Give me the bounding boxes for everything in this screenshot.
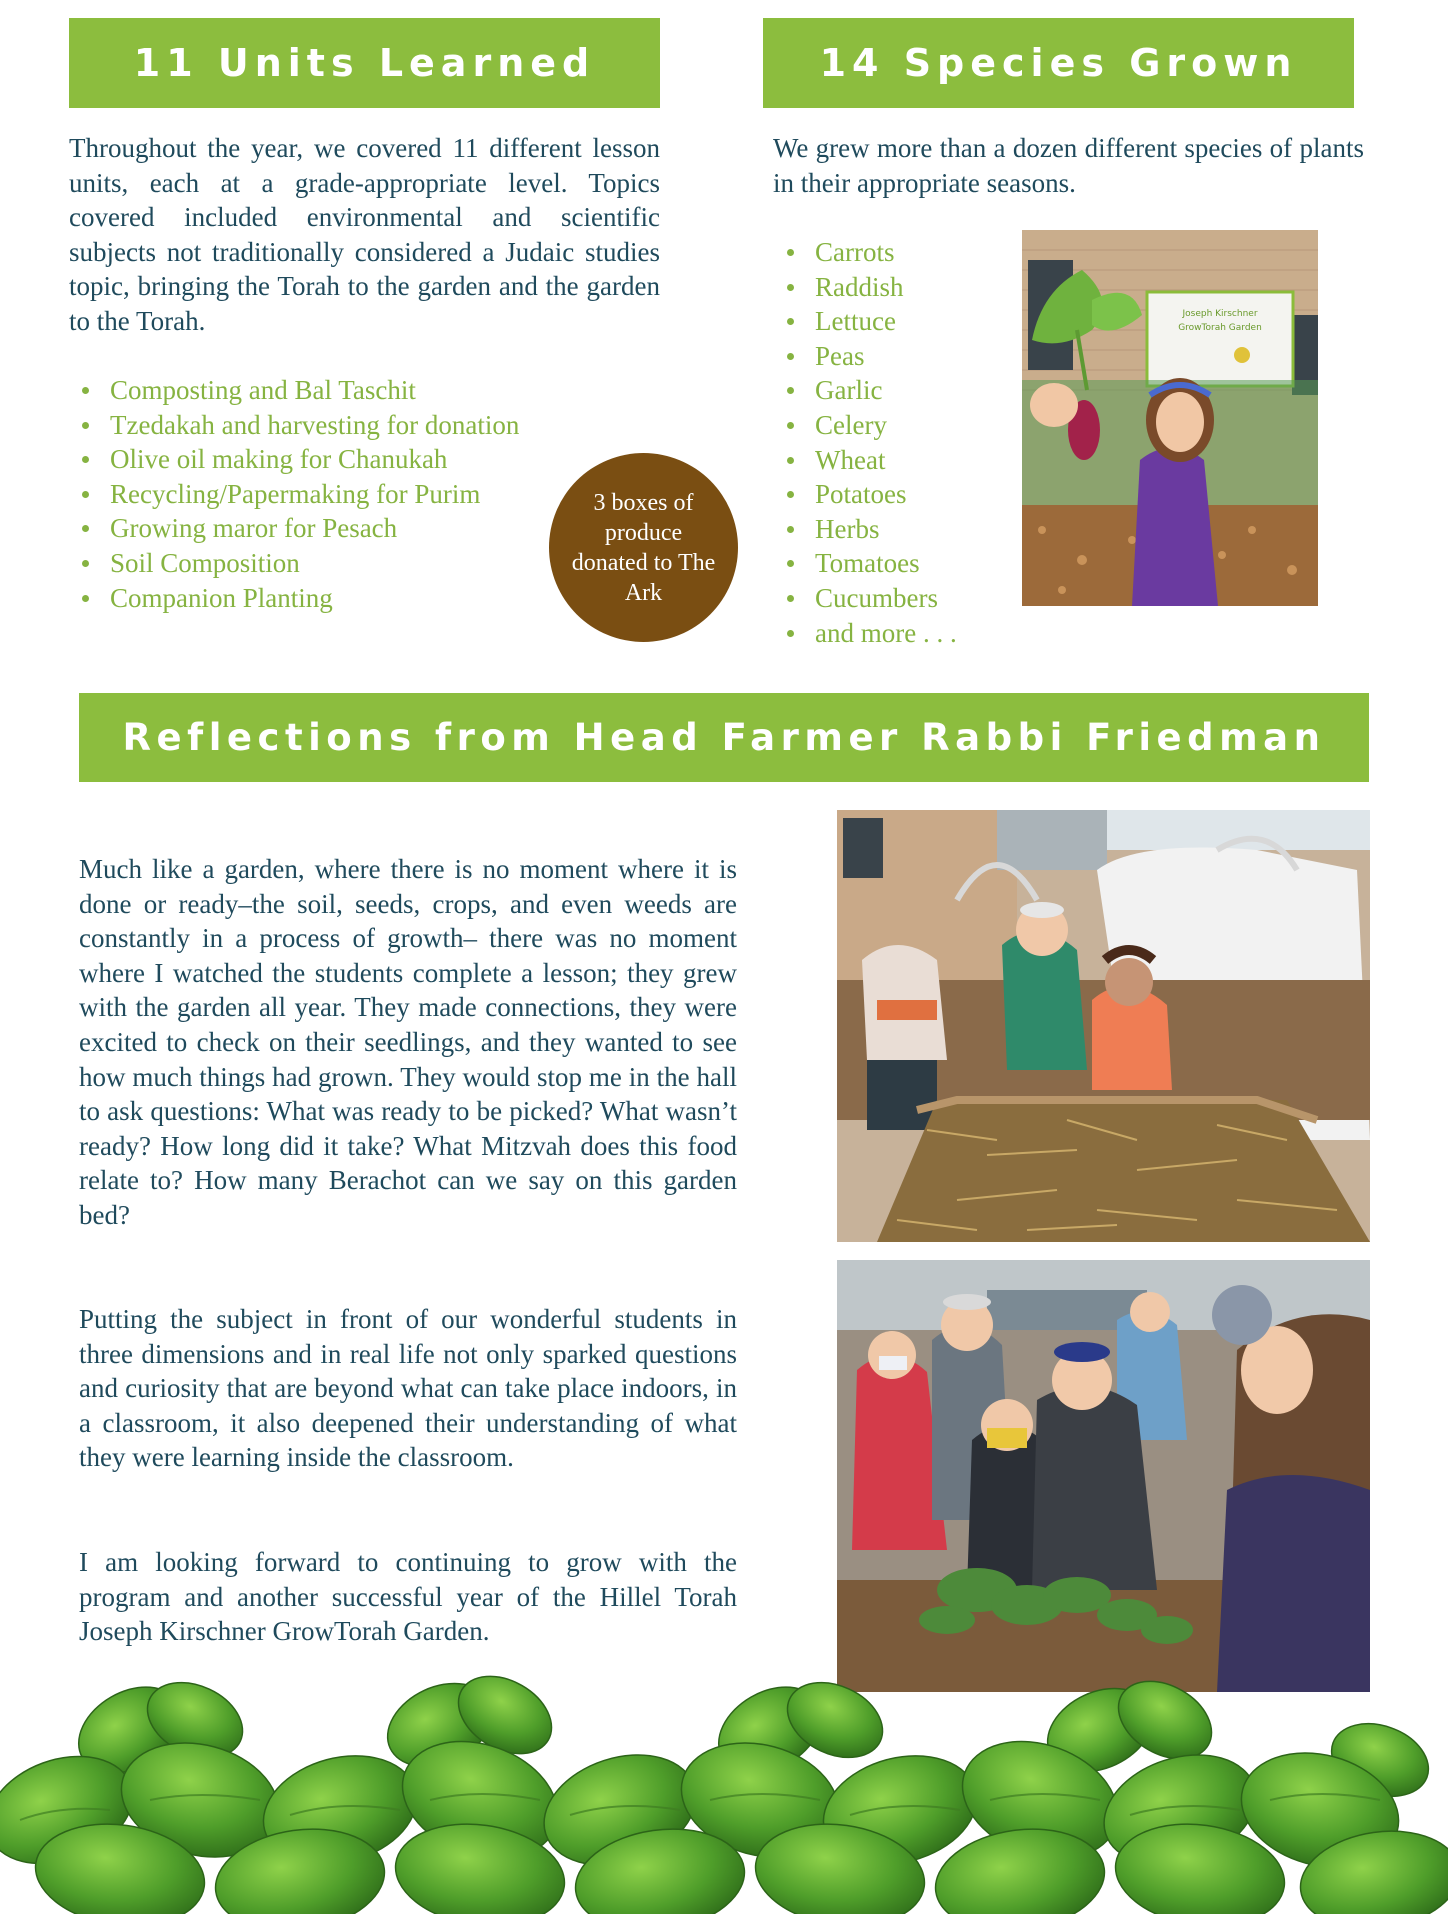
- reflection-paragraph-1: Much like a garden, where there is no moment where it is done or ready–the soil, seeds, crops, and even weeds are constantly in a process of growth– there was no moment where I watched the students complete a lesson; they grew with the garden all year. They made connections, they were excited to check on their seedlings, and they wanted to see how much things had grown. They would stop me in the hall to ask questions: What was ready to be picked? What wasn’t ready? How long did it take? What Mitzvah does this food relate to? How many Berachot can we say on this garden bed?: [79, 854, 737, 1230]
- bullet-icon: [787, 630, 794, 637]
- bullet-icon: [82, 595, 89, 602]
- bullet-icon: [787, 284, 794, 291]
- bullet-icon: [787, 491, 794, 498]
- bullet-icon: [82, 456, 89, 463]
- bullet-icon: [787, 526, 794, 533]
- list-item: Growing maror for Pesach: [69, 511, 519, 546]
- basil-leaf-border: [0, 1660, 1448, 1914]
- list-item: Potatoes: [774, 477, 957, 512]
- list-item: Peas: [774, 339, 957, 374]
- bullet-icon: [787, 353, 794, 360]
- bullet-icon: [787, 249, 794, 256]
- photo-illustration: [837, 1260, 1370, 1692]
- reflection-paragraph-3: I am looking forward to continuing to grow with the program and another successful year of the Hillel Torah Joseph Kirschner GrowTorah Garden.: [79, 1547, 737, 1647]
- bullet-icon: [82, 422, 89, 429]
- bullet-icon: [82, 491, 89, 498]
- list-item: Herbs: [774, 512, 957, 547]
- list-item: Wheat: [774, 443, 957, 478]
- bullet-icon: [787, 595, 794, 602]
- list-item: Composting and Bal Taschit: [69, 373, 519, 408]
- girl-with-radish-photo: [1022, 230, 1318, 606]
- bullet-icon: [82, 387, 89, 394]
- bullet-icon: [787, 457, 794, 464]
- students-planting-photo: [837, 810, 1370, 1242]
- bullet-icon: [82, 560, 89, 567]
- units-intro-paragraph: Throughout the year, we covered 11 different lesson units, each at a grade-appropriate level. Topics covered included environmental and scientific subjects not traditionally considered a Judaic studies topic, bringing the Torah to the garden and the garden to the Torah.: [69, 133, 660, 336]
- reflections-heading: Reflections from Head Farmer Rabbi Friedman: [79, 693, 1369, 782]
- list-item: Tomatoes: [774, 546, 957, 581]
- basil-leaves-icon: [0, 1660, 1448, 1914]
- list-item: Celery: [774, 408, 957, 443]
- list-item: Olive oil making for Chanukah: [69, 442, 519, 477]
- species-list: [774, 235, 957, 650]
- list-item: Carrots: [774, 235, 957, 270]
- list-item: Cucumbers: [774, 581, 957, 616]
- svg-text:GrowTorah Garden: GrowTorah Garden: [1178, 323, 1262, 333]
- species-intro-paragraph: We grew more than a dozen different species of plants in their appropriate seasons.: [773, 133, 1364, 198]
- species-grown-heading: 14 Species Grown: [763, 18, 1354, 108]
- units-list: [69, 373, 519, 615]
- children-group-photo: [837, 1260, 1370, 1692]
- units-learned-heading: 11 Units Learned: [69, 18, 660, 108]
- list-item: and more . . .: [774, 616, 957, 651]
- donation-badge: 3 boxes of produce donated to The Ark: [549, 453, 738, 642]
- list-item: Companion Planting: [69, 581, 519, 616]
- reflection-paragraph-2: Putting the subject in front of our wonderful students in three dimensions and in real life not only sparked questions and curiosity that are beyond what can take place indoors, in a classroom, it also deepened their understanding of what they were learning inside the classroom.: [79, 1304, 737, 1473]
- list-item: Recycling/Papermaking for Purim: [69, 477, 519, 512]
- list-item: Tzedakah and harvesting for donation: [69, 408, 519, 443]
- bullet-icon: [787, 318, 794, 325]
- photo-illustration: [837, 810, 1370, 1242]
- list-item: Lettuce: [774, 304, 957, 339]
- photo-illustration: [1022, 230, 1318, 606]
- list-item: Garlic: [774, 373, 957, 408]
- list-item: Raddish: [774, 270, 957, 305]
- bullet-icon: [787, 422, 794, 429]
- bullet-icon: [82, 525, 89, 532]
- list-item: Soil Composition: [69, 546, 519, 581]
- bullet-icon: [787, 560, 794, 567]
- bullet-icon: [787, 387, 794, 394]
- svg-text:Joseph Kirschner: Joseph Kirschner: [1182, 309, 1258, 319]
